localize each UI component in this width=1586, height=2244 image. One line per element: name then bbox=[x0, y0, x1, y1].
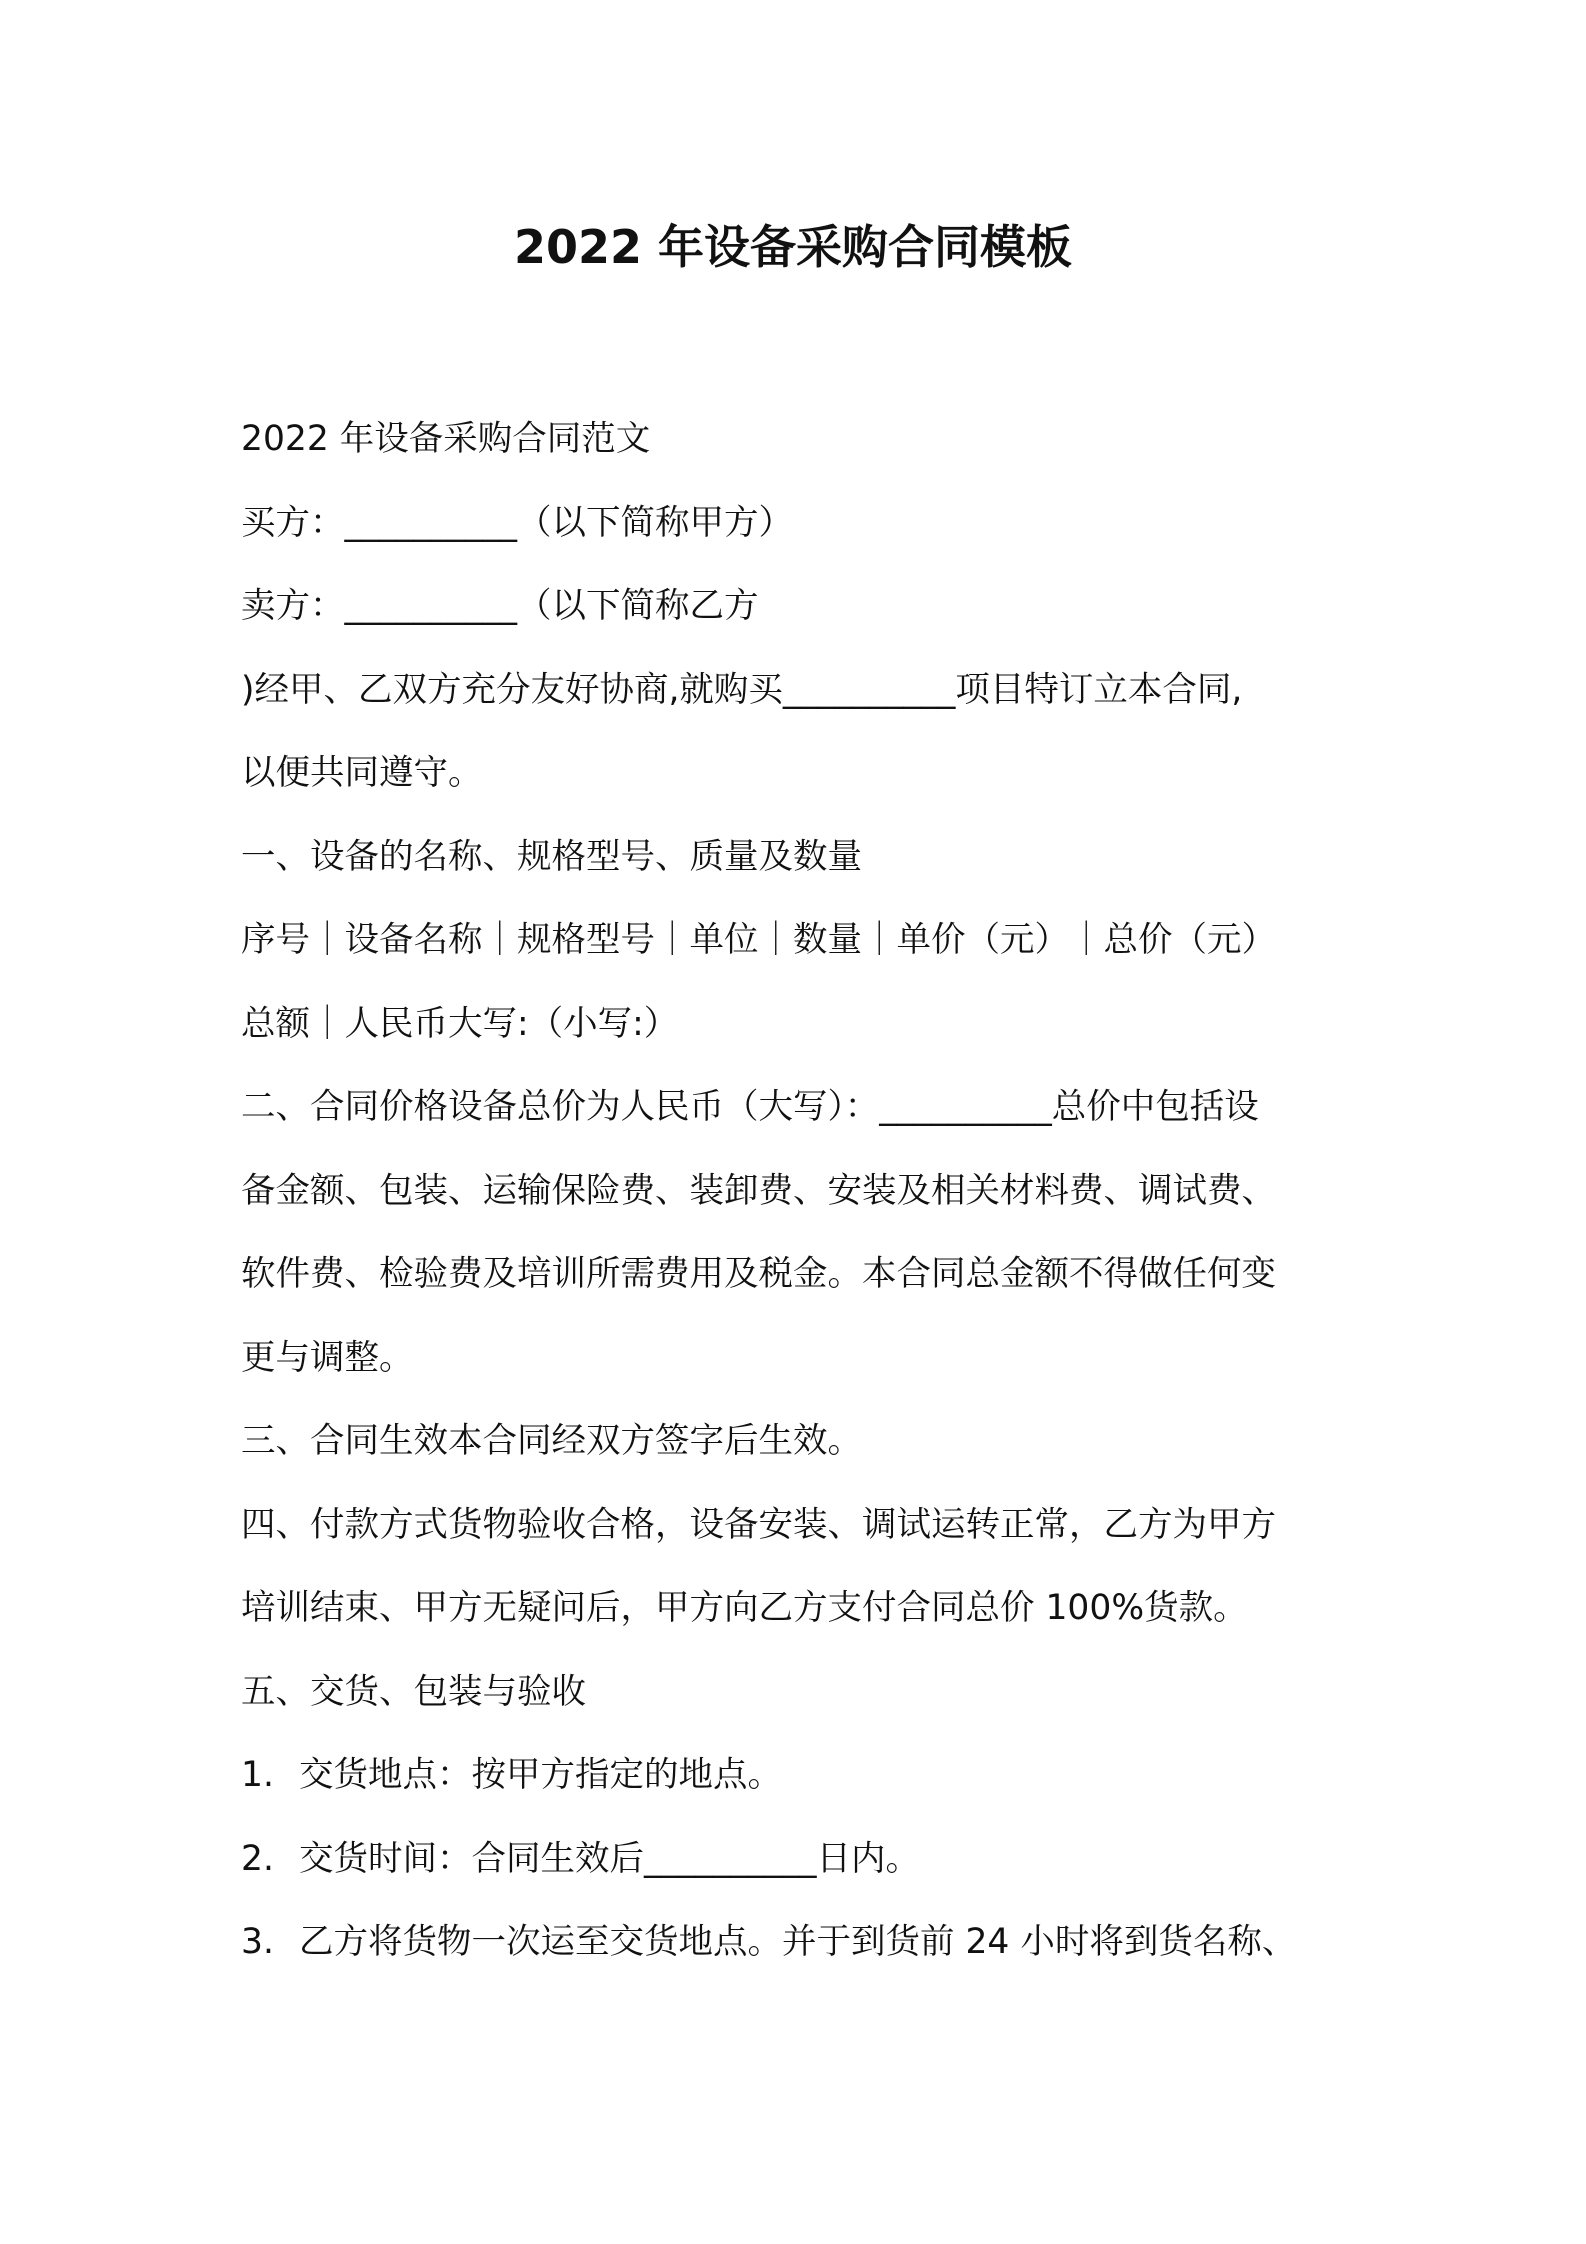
table-total-line: 总额｜人民币大写:（小写:） bbox=[241, 1003, 679, 1044]
section-paragraph-line: 三、合同生效本合同经双方签字后生效。 bbox=[241, 1421, 862, 1461]
list-item-number: 1. bbox=[241, 1755, 274, 1795]
document-title: 2022 年设备采购合同模板 bbox=[513, 220, 1073, 274]
section-paragraph-line: 更与调整。 bbox=[241, 1337, 414, 1378]
list-item-text: 乙方将货物一次运至交货地点。并于到货前 24 小时将到货名称、 bbox=[299, 1922, 1297, 1962]
list-item-number: 3. bbox=[241, 1922, 274, 1962]
section-heading: 五、交货、包装与验收 bbox=[241, 1671, 586, 1712]
document-subtitle: 2022 年设备采购合同范文 bbox=[241, 419, 651, 459]
section-paragraph-line: 四、付款方式货物验收合格，设备安装、调试运转正常，乙方为甲方 bbox=[241, 1504, 1276, 1545]
list-item bbox=[241, 1901, 1371, 1985]
list-item-text: 交货时间：合同生效后__________日内。 bbox=[299, 1838, 920, 1879]
buyer-line: 买方：__________（以下简称甲方） bbox=[241, 502, 793, 543]
section-heading: 一、设备的名称、规格型号、质量及数量 bbox=[241, 836, 862, 877]
section-paragraph-line: 软件费、检验费及培训所需费用及税金。本合同总金额不得做任何变 bbox=[241, 1254, 1276, 1294]
seller-line: 卖方：__________（以下简称乙方 bbox=[241, 586, 759, 626]
section-paragraph-line: 二、合同价格设备总价为人民币（大写）：__________总价中包括设 bbox=[241, 1087, 1259, 1127]
list-item bbox=[241, 1818, 1371, 1902]
section-paragraph-line: 备金额、包装、运输保险费、装卸费、安装及相关材料费、调试费、 bbox=[241, 1170, 1276, 1211]
table-header-line: 序号｜设备名称｜规格型号｜单位｜数量｜单价（元）｜总价（元） bbox=[241, 920, 1276, 960]
section-paragraph-line: 培训结束、甲方无疑问后，甲方向乙方支付合同总价 100%货款。 bbox=[241, 1588, 1248, 1628]
intro-line: )经甲、乙双方充分友好协商,就购买__________项目特订立本合同, bbox=[241, 669, 1243, 710]
intro-line: 以便共同遵守。 bbox=[241, 753, 483, 793]
list-item-text: 交货地点：按甲方指定的地点。 bbox=[299, 1755, 782, 1795]
document-body bbox=[241, 398, 1371, 1985]
list-item bbox=[241, 1734, 1371, 1818]
list-item-number: 2. bbox=[241, 1838, 274, 1879]
